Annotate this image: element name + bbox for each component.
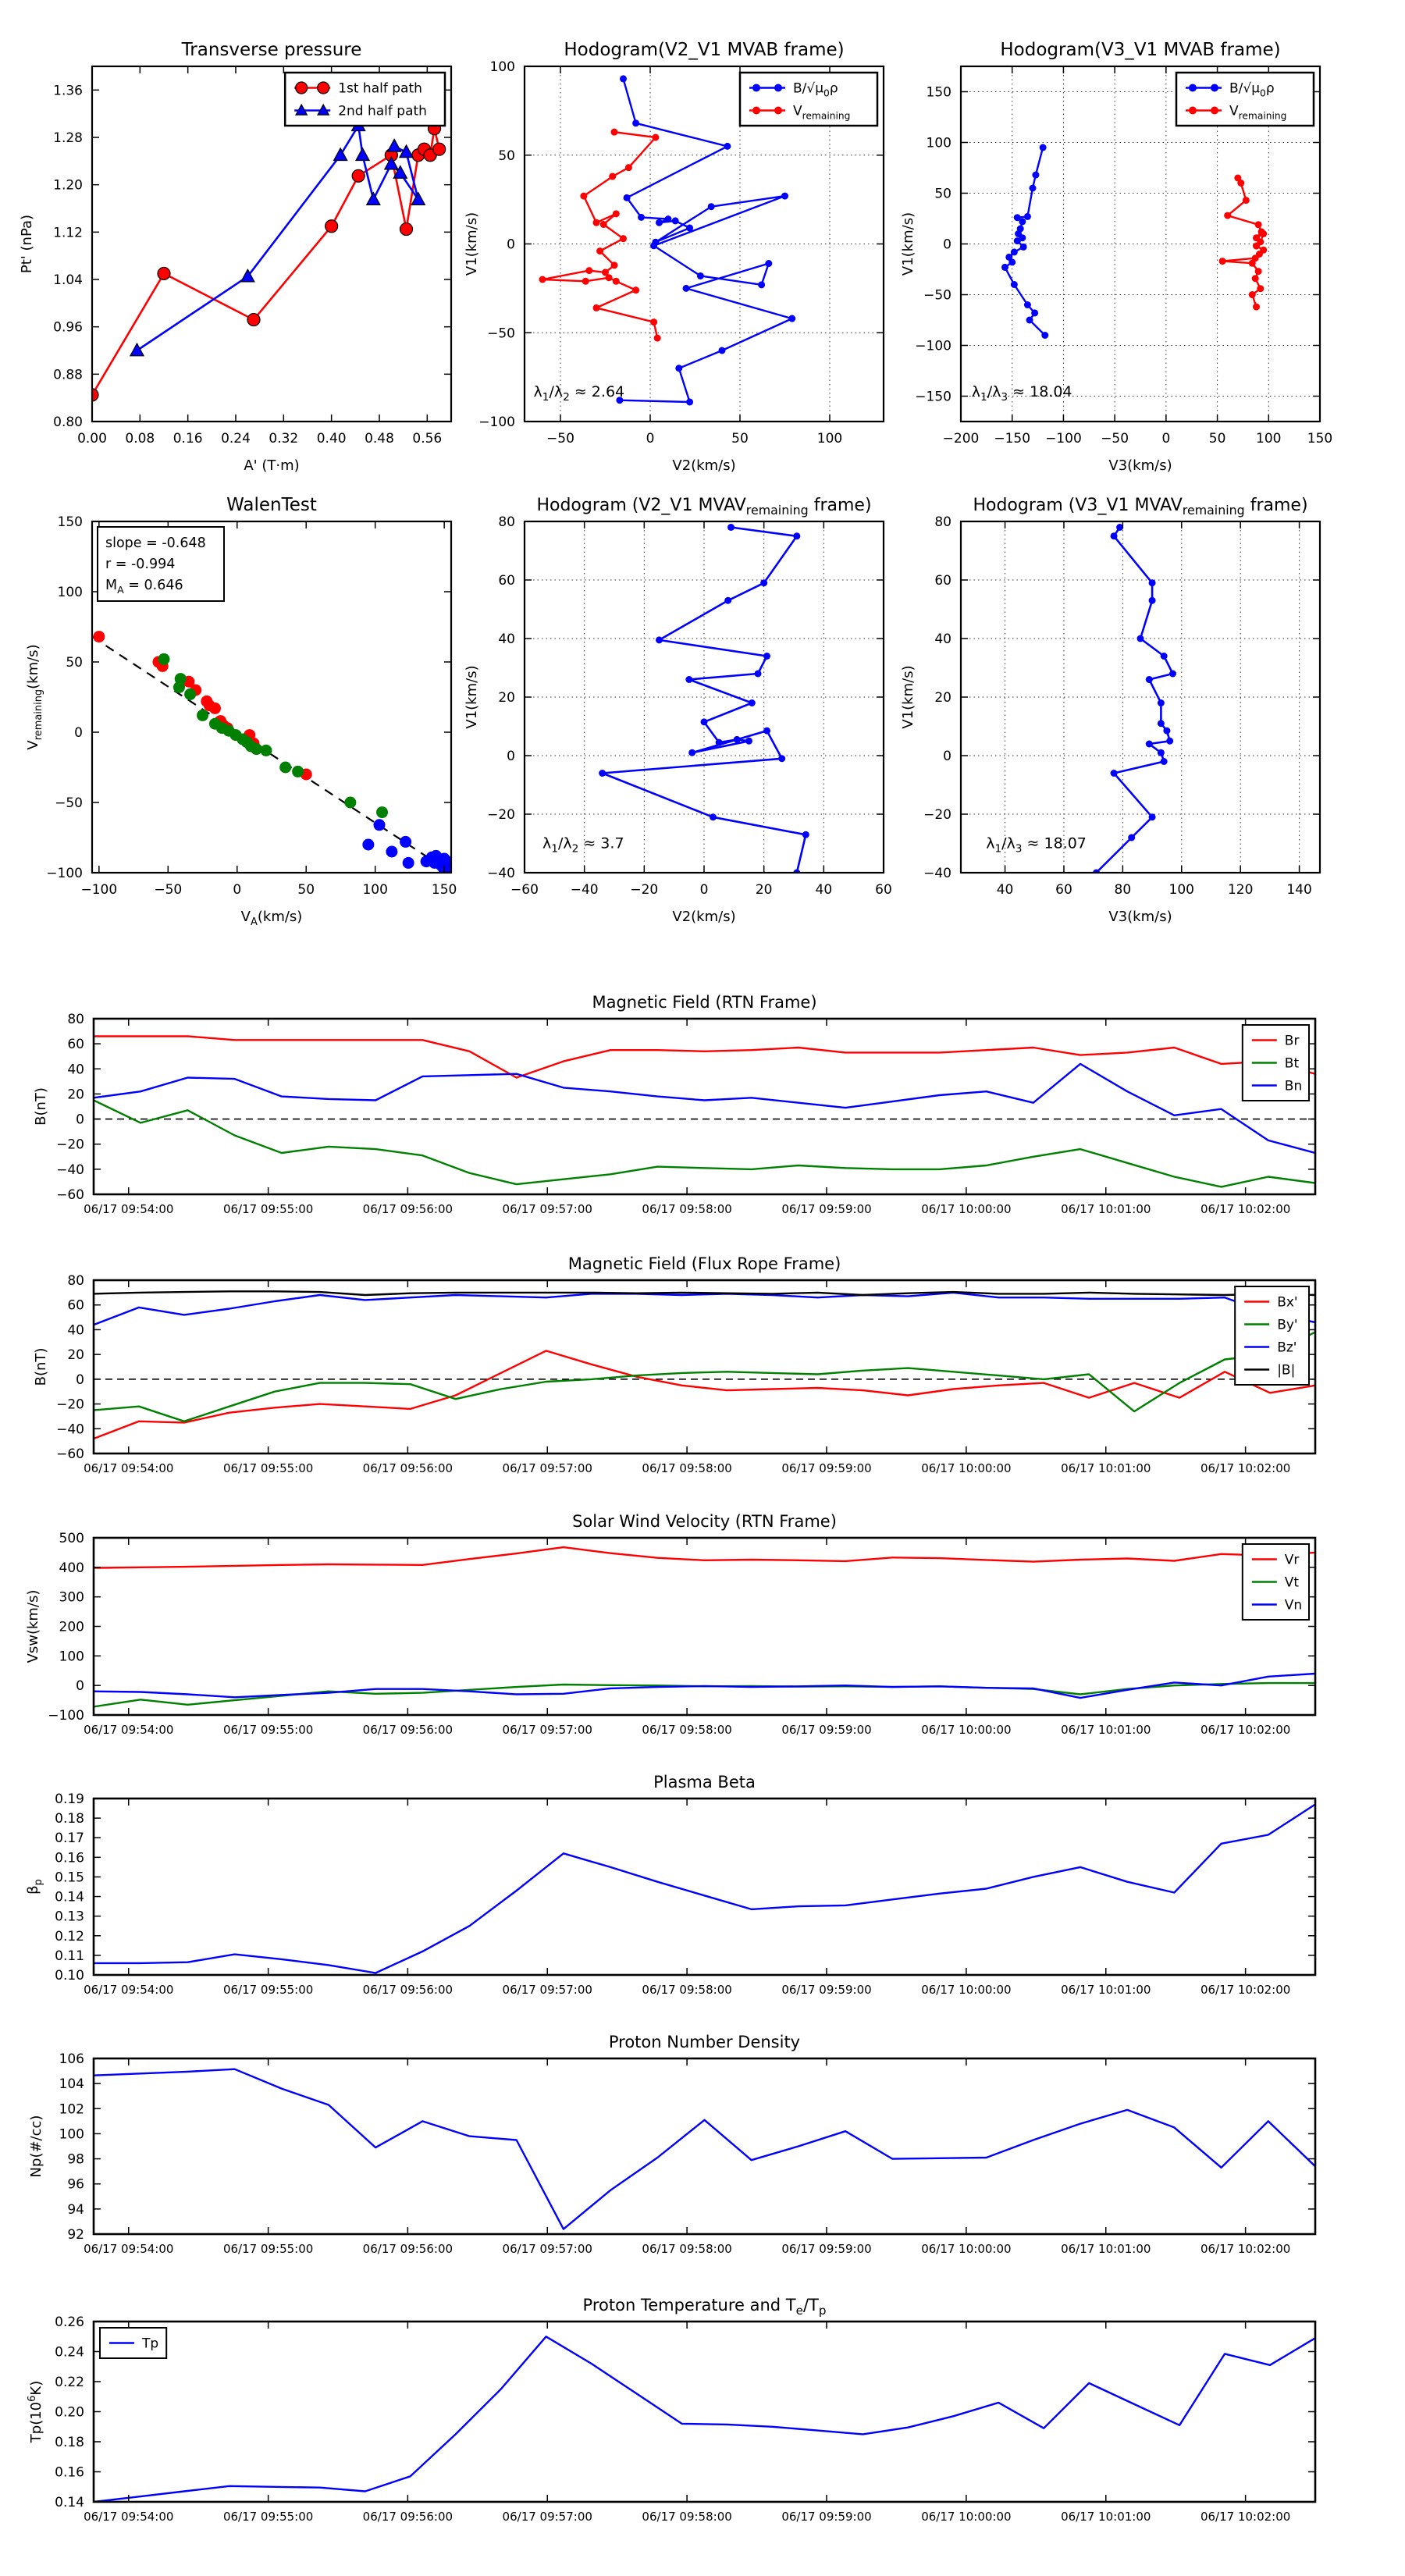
svg-text:Br: Br: [1284, 1033, 1300, 1049]
svg-text:V1(km/s): V1(km/s): [900, 212, 916, 276]
svg-text:B/√μ0ρ: $B/√\mu_0\rho$: [1229, 80, 1275, 99]
svg-text:50: 50: [934, 186, 951, 202]
svg-text:−20: −20: [56, 1137, 84, 1153]
svg-text:0.18: 0.18: [55, 1811, 84, 1827]
svg-text:60: 60: [498, 573, 515, 589]
svg-text:V1(km/s): V1(km/s): [464, 665, 480, 729]
svg-text:06/17 09:59:00: 06/17 09:59:00: [781, 1723, 872, 1737]
svg-text:40: 40: [67, 1062, 84, 1078]
svg-text:B(nT): B(nT): [33, 1087, 49, 1126]
svg-text:0.16: 0.16: [55, 1850, 84, 1866]
svg-text:0: 0: [1161, 431, 1171, 447]
svg-text:0.24: 0.24: [221, 431, 251, 447]
svg-text:Bx': Bx': [1277, 1294, 1298, 1311]
svg-text:06/17 09:58:00: 06/17 09:58:00: [642, 2242, 732, 2256]
svg-text:06/17 09:54:00: 06/17 09:54:00: [84, 2242, 174, 2256]
svg-text:106: 106: [59, 2051, 84, 2067]
svg-text:Vn: Vn: [1284, 1597, 1303, 1614]
proton-temperature-title: Proton Temperature and $T_e/T_p$: [582, 2296, 827, 2318]
svg-text:50: 50: [297, 882, 315, 898]
svg-text:0: 0: [507, 749, 515, 764]
svg-text:0.20: 0.20: [55, 2404, 84, 2421]
svg-text:80: 80: [67, 1273, 84, 1289]
chart-proton-temperature: [27, 2296, 1315, 2524]
svg-text:20: 20: [934, 690, 951, 706]
svg-text:0.14: 0.14: [55, 1889, 84, 1905]
svg-text:1.28: 1.28: [53, 130, 83, 146]
svg-text:−100: −100: [478, 415, 515, 430]
svg-text:1.12: 1.12: [53, 225, 83, 241]
svg-text:06/17 09:58:00: 06/17 09:58:00: [642, 1983, 732, 1997]
svg-text:Bn: Bn: [1284, 1078, 1303, 1094]
svg-text:0.08: 0.08: [125, 431, 155, 447]
svg-text:06/17 09:54:00: 06/17 09:54:00: [84, 1202, 174, 1216]
svg-text:0.32: 0.32: [269, 431, 299, 447]
svg-text:−40: −40: [923, 866, 951, 881]
svg-text:−60: −60: [56, 1187, 84, 1203]
svg-text:−50: −50: [923, 287, 951, 304]
svg-text:0.13: 0.13: [55, 1909, 84, 1925]
svg-text:0.80: 0.80: [53, 415, 83, 430]
svg-text:06/17 09:55:00: 06/17 09:55:00: [222, 1983, 314, 1997]
magnetic-field-rtn-title: Magnetic Field (RTN Frame): [592, 993, 817, 1012]
svg-text:94: 94: [67, 2201, 84, 2218]
svg-text:V1(km/s): V1(km/s): [900, 665, 916, 729]
svg-text:140: 140: [1286, 882, 1312, 898]
svg-text:0.22: 0.22: [55, 2375, 84, 2390]
svg-text:06/17 09:55:00: 06/17 09:55:00: [222, 1723, 314, 1737]
svg-text:0.15: 0.15: [55, 1870, 84, 1886]
svg-text:80: 80: [67, 1012, 84, 1027]
svg-text:06/17 10:00:00: 06/17 10:00:00: [921, 1723, 1012, 1737]
svg-text:120: 120: [1227, 882, 1254, 898]
svg-text:−50: −50: [154, 882, 183, 898]
svg-text:0.12: 0.12: [55, 1928, 84, 1944]
transverse-pressure-title: Transverse pressure: [181, 40, 362, 60]
svg-text:06/17 09:58:00: 06/17 09:58:00: [642, 1723, 732, 1737]
svg-text:06/17 10:01:00: 06/17 10:01:00: [1061, 2510, 1151, 2524]
svg-text:150: 150: [431, 882, 457, 898]
chart-magnetic-field-flux-rope: [33, 1254, 1315, 1475]
svg-text:0.96: 0.96: [53, 319, 83, 336]
svg-text:Bz': Bz': [1277, 1340, 1297, 1356]
svg-text:06/17 09:57:00: 06/17 09:57:00: [502, 1723, 592, 1737]
svg-text:50: 50: [731, 431, 749, 447]
svg-text:1st half path: 1st half path: [338, 80, 422, 97]
svg-text:06/17 10:00:00: 06/17 10:00:00: [921, 1202, 1012, 1216]
svg-text:06/17 09:56:00: 06/17 09:56:00: [362, 1723, 454, 1737]
svg-text:80: 80: [498, 514, 515, 530]
svg-text:0.16: 0.16: [173, 431, 203, 447]
svg-text:1.20: 1.20: [53, 177, 83, 194]
svg-text:Vsw(km/s): Vsw(km/s): [25, 1589, 41, 1663]
svg-text:0: 0: [943, 749, 951, 764]
svg-text:−40: −40: [570, 882, 599, 898]
solar-wind-velocity-title: Solar Wind Velocity (RTN Frame): [572, 1512, 837, 1531]
svg-text:−100: −100: [48, 1708, 84, 1724]
svg-text:0: 0: [943, 237, 951, 253]
chart-proton-number-density: [28, 2033, 1315, 2256]
svg-text:60: 60: [875, 882, 892, 898]
svg-text:150: 150: [57, 514, 83, 530]
svg-text:06/17 09:58:00: 06/17 09:58:00: [642, 2510, 732, 2524]
svg-text:−20: −20: [56, 1397, 84, 1413]
chart-solar-wind-velocity: [25, 1512, 1315, 1737]
svg-text:VA(km/s): $V_A(km/s)$: [240, 909, 303, 928]
svg-text:0.16: 0.16: [55, 2464, 84, 2481]
svg-text:06/17 09:59:00: 06/17 09:59:00: [781, 2242, 872, 2256]
chart-transverse-pressure: [19, 40, 451, 474]
svg-text:06/17 10:01:00: 06/17 10:01:00: [1061, 1723, 1151, 1737]
svg-text:06/17 09:55:00: 06/17 09:55:00: [222, 1202, 314, 1216]
walen-test-title: WalenTest: [226, 495, 317, 515]
svg-text:100: 100: [59, 1649, 84, 1665]
svg-text:100: 100: [926, 135, 951, 151]
svg-text:−100: −100: [1045, 431, 1082, 447]
svg-text:2nd half path: 2nd half path: [338, 103, 427, 119]
svg-text:0.19: 0.19: [55, 1791, 84, 1807]
svg-text:104: 104: [59, 2076, 84, 2093]
chart-hodogram-v3v1-mvav: [900, 496, 1320, 925]
svg-text:06/17 09:56:00: 06/17 09:56:00: [362, 2510, 454, 2524]
svg-text:06/17 09:57:00: 06/17 09:57:00: [502, 1461, 592, 1475]
svg-text:0.26: 0.26: [55, 2314, 84, 2330]
svg-text:06/17 10:01:00: 06/17 10:01:00: [1061, 2242, 1151, 2256]
svg-text:102: 102: [59, 2101, 84, 2118]
svg-text:06/17 09:58:00: 06/17 09:58:00: [642, 1202, 732, 1216]
svg-text:200: 200: [59, 1619, 84, 1635]
svg-text:500: 500: [59, 1531, 84, 1546]
svg-text:−50: −50: [1101, 431, 1129, 447]
svg-text:06/17 10:01:00: 06/17 10:01:00: [1061, 1983, 1151, 1997]
svg-text:λ1/λ3 ≈ 18.04: $\lambda_1/\lambda_3 \approx 18.04$: [971, 383, 1072, 404]
chart-hodogram-v3v1-mvab: [900, 40, 1332, 474]
svg-text:0.00: 0.00: [77, 431, 107, 447]
svg-text:06/17 10:02:00: 06/17 10:02:00: [1200, 1202, 1291, 1216]
svg-text:0.40: 0.40: [316, 431, 347, 447]
svg-text:Bt: Bt: [1284, 1055, 1300, 1072]
svg-text:06/17 09:59:00: 06/17 09:59:00: [781, 1202, 872, 1216]
svg-text:06/17 09:54:00: 06/17 09:54:00: [84, 1723, 174, 1737]
svg-text:06/17 09:54:00: 06/17 09:54:00: [84, 2510, 174, 2524]
svg-text:MA = 0.646: $M_A = 0.646$: [105, 578, 183, 596]
svg-text:50: 50: [1208, 431, 1226, 447]
svg-text:Tp(106K): $Tp(10^6K)$: [27, 2380, 44, 2443]
svg-text:96: 96: [67, 2176, 84, 2193]
magnetic-field-flux-rope-title: Magnetic Field (Flux Rope Frame): [567, 1254, 841, 1273]
svg-text:50: 50: [498, 148, 515, 164]
svg-text:06/17 09:56:00: 06/17 09:56:00: [362, 1461, 454, 1475]
svg-text:06/17 09:55:00: 06/17 09:55:00: [222, 2510, 314, 2524]
svg-text:0.48: 0.48: [365, 431, 394, 447]
svg-text:06/17 09:55:00: 06/17 09:55:00: [222, 2242, 314, 2256]
svg-text:06/17 10:02:00: 06/17 10:02:00: [1200, 2242, 1291, 2256]
svg-text:06/17 09:54:00: 06/17 09:54:00: [84, 1461, 174, 1475]
svg-text:−60: −60: [510, 882, 539, 898]
svg-text:−100: −100: [915, 338, 951, 354]
svg-text:0: 0: [699, 882, 709, 898]
svg-text:20: 20: [67, 1087, 84, 1103]
svg-text:06/17 09:54:00: 06/17 09:54:00: [84, 1983, 174, 1997]
svg-text:λ1/λ3 ≈ 18.07: $\lambda_1/\lambda_3 \approx 18.07$: [986, 834, 1087, 856]
svg-text:0: 0: [646, 431, 655, 447]
svg-text:λ1/λ2 ≈ 3.7: $\lambda_1/\lambda_2 \approx 3.7$: [542, 834, 624, 856]
svg-text:06/17 10:01:00: 06/17 10:01:00: [1061, 1202, 1151, 1216]
svg-text:0.24: 0.24: [55, 2344, 84, 2361]
svg-text:A' (T·m): A' (T·m): [244, 457, 300, 474]
svg-text:98: 98: [67, 2151, 84, 2168]
svg-text:V3(km/s): V3(km/s): [1108, 909, 1172, 925]
svg-text:06/17 10:02:00: 06/17 10:02:00: [1200, 2510, 1291, 2524]
svg-text:−100: −100: [80, 882, 118, 898]
svg-text:60: 60: [934, 573, 951, 589]
svg-text:40: 40: [934, 632, 951, 647]
svg-text:r = -0.994: r = -0.994: [105, 557, 176, 572]
svg-text:Tp: Tp: [142, 2336, 159, 2352]
svg-text:Pt' (nPa): Pt' (nPa): [19, 214, 35, 274]
svg-text:100: 100: [57, 585, 83, 600]
svg-text:0.17: 0.17: [55, 1831, 84, 1847]
svg-text:60: 60: [67, 1037, 84, 1053]
svg-text:By': By': [1277, 1317, 1298, 1333]
svg-text:40: 40: [996, 882, 1014, 898]
svg-text:100: 100: [59, 2126, 84, 2143]
svg-text:06/17 09:57:00: 06/17 09:57:00: [502, 1202, 592, 1216]
svg-text:400: 400: [59, 1560, 84, 1576]
svg-text:20: 20: [67, 1347, 84, 1364]
svg-text:0: 0: [233, 882, 242, 898]
svg-text:Vremaining: $V_{remaining}$: [1229, 103, 1287, 122]
svg-text:V2(km/s): V2(km/s): [672, 909, 736, 925]
svg-text:06/17 10:00:00: 06/17 10:00:00: [921, 2242, 1012, 2256]
chart-hodogram-v2v1-mvab: [464, 40, 884, 474]
svg-text:B(nT): B(nT): [33, 1347, 49, 1386]
svg-text:50: 50: [66, 655, 83, 671]
svg-text:0.56: 0.56: [412, 431, 443, 447]
svg-text:V1(km/s): V1(km/s): [464, 212, 480, 276]
svg-text:150: 150: [926, 84, 951, 101]
svg-text:Vremaining(km/s): $V_{remaining}(km/s)$: [25, 644, 44, 750]
svg-text:06/17 10:02:00: 06/17 10:02:00: [1200, 1461, 1291, 1475]
svg-text:0: 0: [74, 725, 83, 741]
svg-text:−50: −50: [55, 795, 83, 811]
svg-text:20: 20: [755, 882, 773, 898]
svg-text:60: 60: [1055, 882, 1072, 898]
svg-text:0.88: 0.88: [53, 367, 83, 383]
svg-text:06/17 09:59:00: 06/17 09:59:00: [781, 1983, 872, 1997]
svg-text:06/17 09:59:00: 06/17 09:59:00: [781, 1461, 872, 1475]
svg-text:06/17 09:56:00: 06/17 09:56:00: [362, 2242, 454, 2256]
svg-text:Np(#/cc): Np(#/cc): [28, 2115, 44, 2178]
svg-text:06/17 09:57:00: 06/17 09:57:00: [502, 2242, 592, 2256]
svg-text:0.14: 0.14: [55, 2495, 84, 2510]
chart-hodogram-v2v1-mvav: [464, 496, 892, 925]
svg-text:−150: −150: [994, 431, 1031, 447]
svg-text:−100: −100: [46, 866, 83, 881]
svg-text:−40: −40: [487, 866, 515, 881]
svg-text:1.36: 1.36: [53, 83, 83, 99]
svg-text:40: 40: [498, 632, 515, 647]
svg-text:06/17 09:56:00: 06/17 09:56:00: [362, 1202, 454, 1216]
svg-text:100: 100: [816, 431, 843, 447]
svg-text:100: 100: [1256, 431, 1282, 447]
svg-text:V2(km/s): V2(km/s): [672, 457, 736, 474]
svg-text:−20: −20: [923, 807, 951, 823]
svg-text:06/17 09:57:00: 06/17 09:57:00: [502, 1983, 592, 1997]
svg-text:06/17 10:00:00: 06/17 10:00:00: [921, 1461, 1012, 1475]
svg-text:06/17 09:58:00: 06/17 09:58:00: [642, 1461, 732, 1475]
svg-text:150: 150: [1307, 431, 1333, 447]
svg-text:λ1/λ2 ≈ 2.64: $\lambda_1/\lambda_2 \approx 2.64$: [533, 383, 625, 404]
svg-text:1.04: 1.04: [53, 272, 83, 288]
chart-magnetic-field-rtn: [33, 993, 1315, 1216]
svg-text:80: 80: [1114, 882, 1132, 898]
svg-text:Vt: Vt: [1284, 1574, 1300, 1591]
svg-text:0.10: 0.10: [55, 1968, 84, 1984]
hodogram-v2v1-mvab-title: Hodogram(V2_V1 MVAB frame): [564, 40, 845, 60]
svg-text:0: 0: [507, 237, 515, 253]
svg-text:−20: −20: [487, 807, 515, 823]
svg-text:80: 80: [934, 514, 951, 530]
svg-text:−50: −50: [487, 326, 515, 342]
hodogram-v3v1-mvab-title: Hodogram(V3_V1 MVAB frame): [1000, 40, 1281, 60]
hodogram-v3v1-mvav-title: Hodogram (V3_V1 $MVAV_{remaining}$ frame): [973, 496, 1308, 518]
svg-text:06/17 09:55:00: 06/17 09:55:00: [222, 1461, 314, 1475]
svg-text:|B|: |B|: [1277, 1362, 1296, 1379]
svg-text:−20: −20: [630, 882, 659, 898]
svg-text:Vr: Vr: [1284, 1552, 1300, 1568]
svg-text:06/17 10:00:00: 06/17 10:00:00: [921, 2510, 1012, 2524]
svg-text:20: 20: [498, 690, 515, 706]
plasma-beta-title: Plasma Beta: [653, 1773, 756, 1791]
svg-text:06/17 09:59:00: 06/17 09:59:00: [781, 2510, 872, 2524]
svg-text:06/17 09:56:00: 06/17 09:56:00: [362, 1983, 454, 1997]
svg-text:−40: −40: [56, 1421, 84, 1438]
svg-text:−50: −50: [546, 431, 574, 447]
svg-text:B/√μ0ρ: $B/√\mu_0\rho$: [793, 80, 838, 99]
svg-text:300: 300: [59, 1589, 84, 1606]
svg-text:V3(km/s): V3(km/s): [1108, 457, 1172, 474]
svg-text:100: 100: [1168, 882, 1195, 898]
chart-walen-test: [25, 495, 457, 928]
svg-text:100: 100: [362, 882, 388, 898]
svg-text:0.11: 0.11: [55, 1948, 84, 1964]
svg-text:Vremaining: $V_{remaining}$: [793, 103, 851, 122]
chart-plasma-beta: [25, 1773, 1315, 1997]
proton-number-density-title: Proton Number Density: [608, 2033, 801, 2051]
svg-text:0: 0: [76, 1112, 84, 1128]
svg-text:0.18: 0.18: [55, 2435, 84, 2450]
svg-text:−40: −40: [56, 1162, 84, 1178]
svg-text:60: 60: [67, 1297, 84, 1314]
svg-text:06/17 10:02:00: 06/17 10:02:00: [1200, 1983, 1291, 1997]
svg-text:92: 92: [67, 2227, 84, 2243]
svg-text:06/17 09:57:00: 06/17 09:57:00: [502, 2510, 592, 2524]
svg-text:06/17 10:01:00: 06/17 10:01:00: [1061, 1461, 1151, 1475]
svg-text:40: 40: [67, 1322, 84, 1339]
svg-text:0: 0: [76, 1372, 84, 1388]
svg-text:0: 0: [76, 1678, 84, 1695]
svg-text:−200: −200: [942, 431, 980, 447]
svg-text:slope = -0.648: slope = -0.648: [105, 535, 206, 551]
svg-text:−150: −150: [915, 389, 951, 405]
hodogram-v2v1-mvav-title: Hodogram (V2_V1 $MVAV_{remaining}$ frame): [536, 496, 872, 518]
svg-text:06/17 10:00:00: 06/17 10:00:00: [921, 1983, 1012, 1997]
svg-text:100: 100: [489, 59, 515, 75]
svg-text:−60: −60: [56, 1446, 84, 1462]
svg-text:40: 40: [815, 882, 833, 898]
svg-text:βp: $\beta_p$: [25, 1879, 44, 1895]
svg-text:06/17 10:02:00: 06/17 10:02:00: [1200, 1723, 1291, 1737]
